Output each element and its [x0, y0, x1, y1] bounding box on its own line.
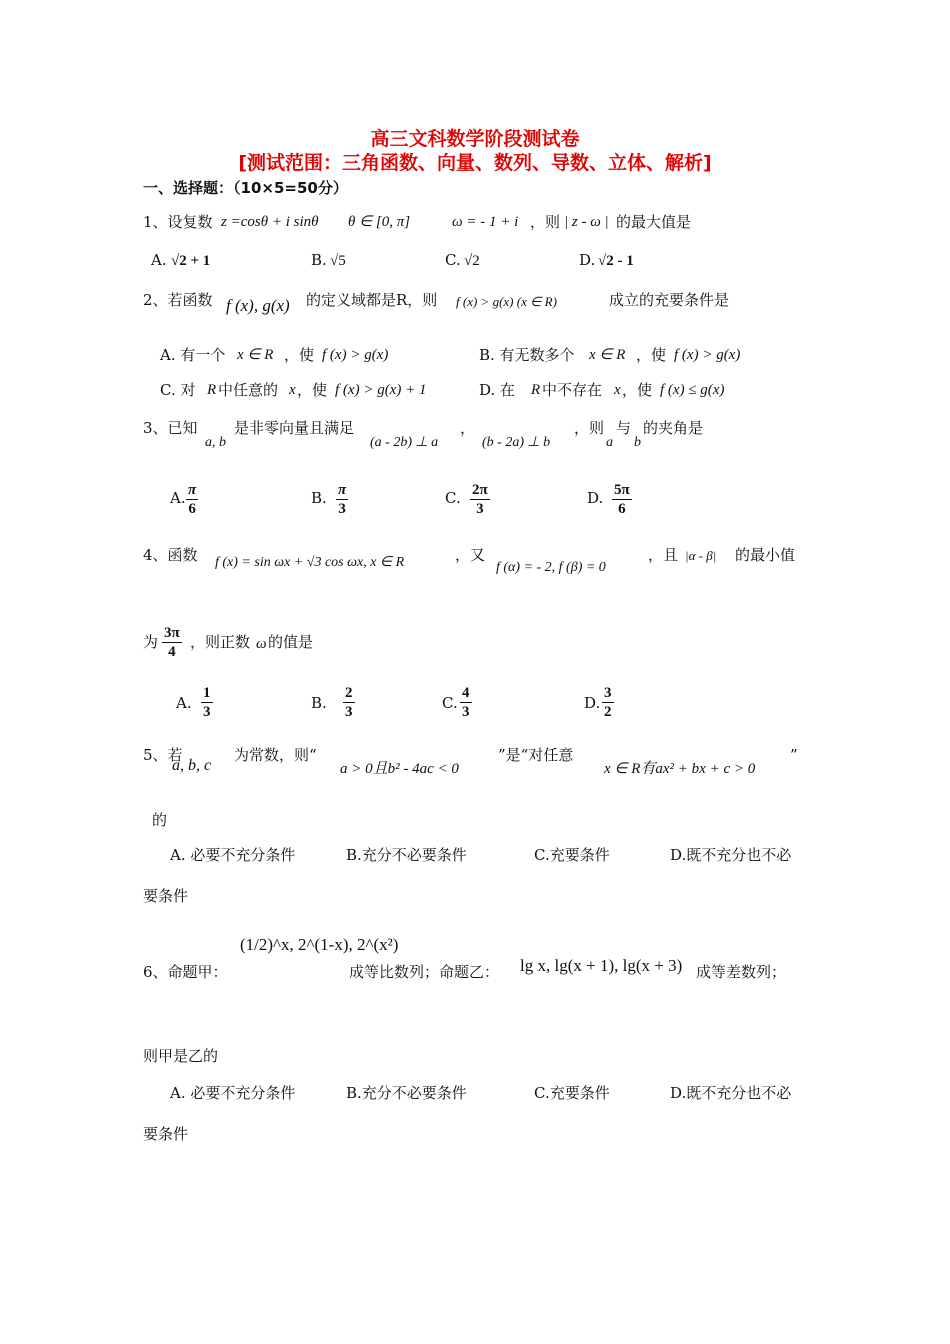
- q4-expr-abs: |α - β|: [685, 548, 717, 563]
- q4-option-d-label: D.: [584, 694, 601, 712]
- q3-stem-c: ，则: [574, 419, 605, 437]
- q2-option-c-m2: x: [289, 382, 296, 398]
- q3-option-b-label: B.: [311, 489, 327, 507]
- q6-option-a: A. 必要不充分条件: [170, 1084, 296, 1102]
- q6-stem-b: 成等比数列；命题乙：: [349, 963, 500, 981]
- q4-option-a-label: A.: [176, 694, 192, 712]
- q5-stem-b: 为常数，则“: [234, 746, 317, 764]
- q4-a-num: 1: [203, 685, 211, 701]
- q3-a-den: 6: [188, 501, 196, 517]
- q6-option-d-continued: 要条件: [143, 1125, 189, 1143]
- q2-option-a-m2: f (x) > g(x): [322, 347, 389, 363]
- q2-option-b-m1: x ∈ R: [589, 347, 626, 363]
- q5-option-c: C.充要条件: [534, 846, 610, 864]
- q4-min-fraction: [162, 624, 182, 661]
- q2-option-d-m3: f (x) ≤ g(x): [660, 382, 725, 398]
- q3-c-num: 2π: [472, 482, 488, 498]
- q4-min-num: 3π: [164, 625, 180, 641]
- q4-c-num: 4: [462, 685, 470, 701]
- q4-option-b-label: B.: [311, 694, 327, 712]
- q4-stem-e: 为: [143, 633, 159, 651]
- q4-a-den: 3: [203, 704, 211, 720]
- q3-option-b-fraction: [336, 481, 348, 518]
- q4-option-c-fraction: [460, 684, 472, 721]
- q1-stem-c: 的最大值是: [616, 213, 692, 231]
- q5-stem-d: ”: [790, 746, 798, 764]
- q1-expr-abs: | z - ω |: [564, 214, 609, 230]
- q3-c-den: 3: [476, 501, 484, 517]
- q5-option-a: A. 必要不充分条件: [170, 846, 296, 864]
- q5-stem-a: 5、若: [143, 746, 183, 764]
- q1-option-a-label: A.: [151, 251, 167, 269]
- q1-expr-z: z =cosθ + i sinθ: [221, 214, 319, 230]
- q4-d-num: 3: [604, 685, 612, 701]
- q3-option-c-label: C.: [445, 489, 461, 507]
- q4-option-c-label: C.: [442, 694, 458, 712]
- q6-option-d: D.既不充分也不必: [670, 1084, 792, 1102]
- q4-min-den: 4: [168, 644, 176, 660]
- q6-option-b: B.充分不必要条件: [346, 1084, 467, 1102]
- q3-expr-c1: (a - 2b) ⊥ a: [370, 435, 439, 450]
- q2-option-a-m1: x ∈ R: [237, 347, 274, 363]
- q4-c-den: 3: [462, 704, 470, 720]
- q2-option-c-text: 中任意的: [218, 381, 279, 399]
- q2-expr-f: f (x), g(x): [226, 296, 290, 315]
- q4-stem-b: ，又: [455, 546, 486, 564]
- section-heading: 一、选择题：（10×5=50分）: [143, 179, 348, 197]
- q4-option-a-fraction: [201, 684, 213, 721]
- q5-option-d: D.既不充分也不必: [670, 846, 792, 864]
- q3-stem-a: 3、已知: [143, 419, 198, 437]
- q3-d-den: 6: [618, 501, 626, 517]
- q2-stem-c: 成立的充要条件是: [609, 291, 730, 309]
- q4-option-d-fraction: [602, 684, 614, 721]
- q6-stem-d: 则甲是乙的: [143, 1047, 219, 1065]
- q2-option-c-m3: f (x) > g(x) + 1: [335, 382, 427, 398]
- q1-option-c-label: C.: [445, 251, 461, 269]
- q4-stem-g: 的值是: [268, 633, 314, 651]
- q3-stem-d: 与: [616, 419, 632, 437]
- q3-stem-b: 是非零向量且满足: [234, 419, 355, 437]
- q2-option-a-text: ，使: [284, 346, 315, 364]
- q4-expr-values: f (α) = - 2, f (β) = 0: [496, 560, 606, 575]
- q2-option-b-m2: f (x) > g(x): [674, 347, 741, 363]
- q4-omega: ω: [256, 636, 267, 652]
- page-title: 高三文科数学阶段测试卷: [370, 128, 580, 150]
- q5-option-d-continued: 要条件: [143, 887, 189, 905]
- q3-vector-b: b: [634, 435, 641, 450]
- q3-a-num: π: [188, 482, 197, 498]
- q3-b-den: 3: [338, 501, 346, 517]
- q6-stem-a: 6、命题甲：: [143, 963, 228, 981]
- q4-stem-a: 4、函数: [143, 546, 198, 564]
- q6-option-c: C.充要条件: [534, 1084, 610, 1102]
- q4-stem-d: 的最小值: [735, 546, 796, 564]
- q6-expr-jia: (1/2)^x, 2^(1-x), 2^(x²): [240, 935, 399, 954]
- q3-stem-e: 的夹角是: [643, 419, 704, 437]
- q5-expr-abc: a, b, c: [172, 757, 212, 774]
- q2-option-d-text: 中不存在: [542, 381, 603, 399]
- q1-stem-b: ，则: [530, 213, 561, 231]
- q3-option-a-label: A.: [170, 489, 186, 507]
- q3-d-num: 5π: [614, 482, 630, 498]
- q3-option-a-fraction: [186, 481, 198, 518]
- q1-expr-theta: θ ∈ [0, π]: [348, 214, 411, 230]
- q2-option-c-m1: R: [207, 382, 217, 398]
- q6-stem-c: 成等差数列；: [696, 963, 787, 981]
- q2-option-d-text2: ，使: [622, 381, 653, 399]
- page-subtitle: [测试范围：三角函数、向量、数列、导数、立体、解析]: [238, 152, 712, 174]
- q1-option-d-label: D.: [579, 251, 596, 269]
- q4-b-den: 3: [345, 704, 353, 720]
- q2-option-b-label: B. 有无数多个: [479, 346, 575, 364]
- q1-option-b-label: B.: [311, 251, 327, 269]
- q4-stem-c: ，且: [648, 546, 679, 564]
- q1-stem-a: 1、设复数: [143, 213, 213, 231]
- q2-option-d-m2: x: [614, 382, 621, 398]
- q2-stem-a: 2、若函数: [143, 291, 213, 309]
- q1-option-a-value: √2 + 1: [171, 253, 211, 269]
- q2-option-c-text2: ，使: [297, 381, 328, 399]
- q2-option-d-label: D. 在: [479, 381, 516, 399]
- q4-expr-f: f (x) = sin ωx + √3 cos ωx, x ∈ R: [215, 555, 405, 570]
- q6-expr-yi: lg x, lg(x + 1), lg(x + 3): [520, 956, 683, 975]
- q5-expr-cond: a > 0且b² - 4ac < 0: [340, 761, 459, 777]
- q2-option-c-label: C. 对: [160, 381, 196, 399]
- q5-stem-c: ”是“对任意: [498, 746, 574, 764]
- q2-option-b-text: ，使: [636, 346, 667, 364]
- q2-expr-cond: f (x) > g(x) (x ∈ R): [456, 294, 557, 309]
- q2-option-d-m1: R: [531, 382, 541, 398]
- q4-d-den: 2: [604, 704, 612, 720]
- q3-comma: ，: [460, 419, 476, 437]
- q3-option-c-fraction: [470, 481, 490, 518]
- q2-option-a-label: A. 有一个: [160, 346, 226, 364]
- q2-stem-b: 的定义域都是R，则: [306, 291, 438, 309]
- q4-option-b-fraction: [343, 684, 355, 721]
- q4-b-num: 2: [345, 685, 353, 701]
- q3-expr-ab: a, b: [205, 435, 226, 450]
- q3-b-num: π: [338, 482, 347, 498]
- q1-option-b-value: √5: [330, 253, 346, 269]
- q5-option-b: B.充分不必要条件: [346, 846, 467, 864]
- q3-option-d-fraction: [612, 481, 632, 518]
- q3-expr-c2: (b - 2a) ⊥ b: [482, 435, 551, 450]
- q3-vector-a: a: [606, 435, 613, 450]
- q3-option-d-label: D.: [587, 489, 604, 507]
- q5-expr-all: x ∈ R有ax² + bx + c > 0: [604, 761, 756, 777]
- q4-stem-f: ，则正数: [190, 633, 251, 651]
- q1-option-c-value: √2: [464, 253, 480, 269]
- q1-option-d-value: √2 - 1: [598, 253, 634, 269]
- q5-stem-e: 的: [152, 811, 168, 829]
- q1-expr-omega: ω = - 1 + i: [452, 214, 519, 230]
